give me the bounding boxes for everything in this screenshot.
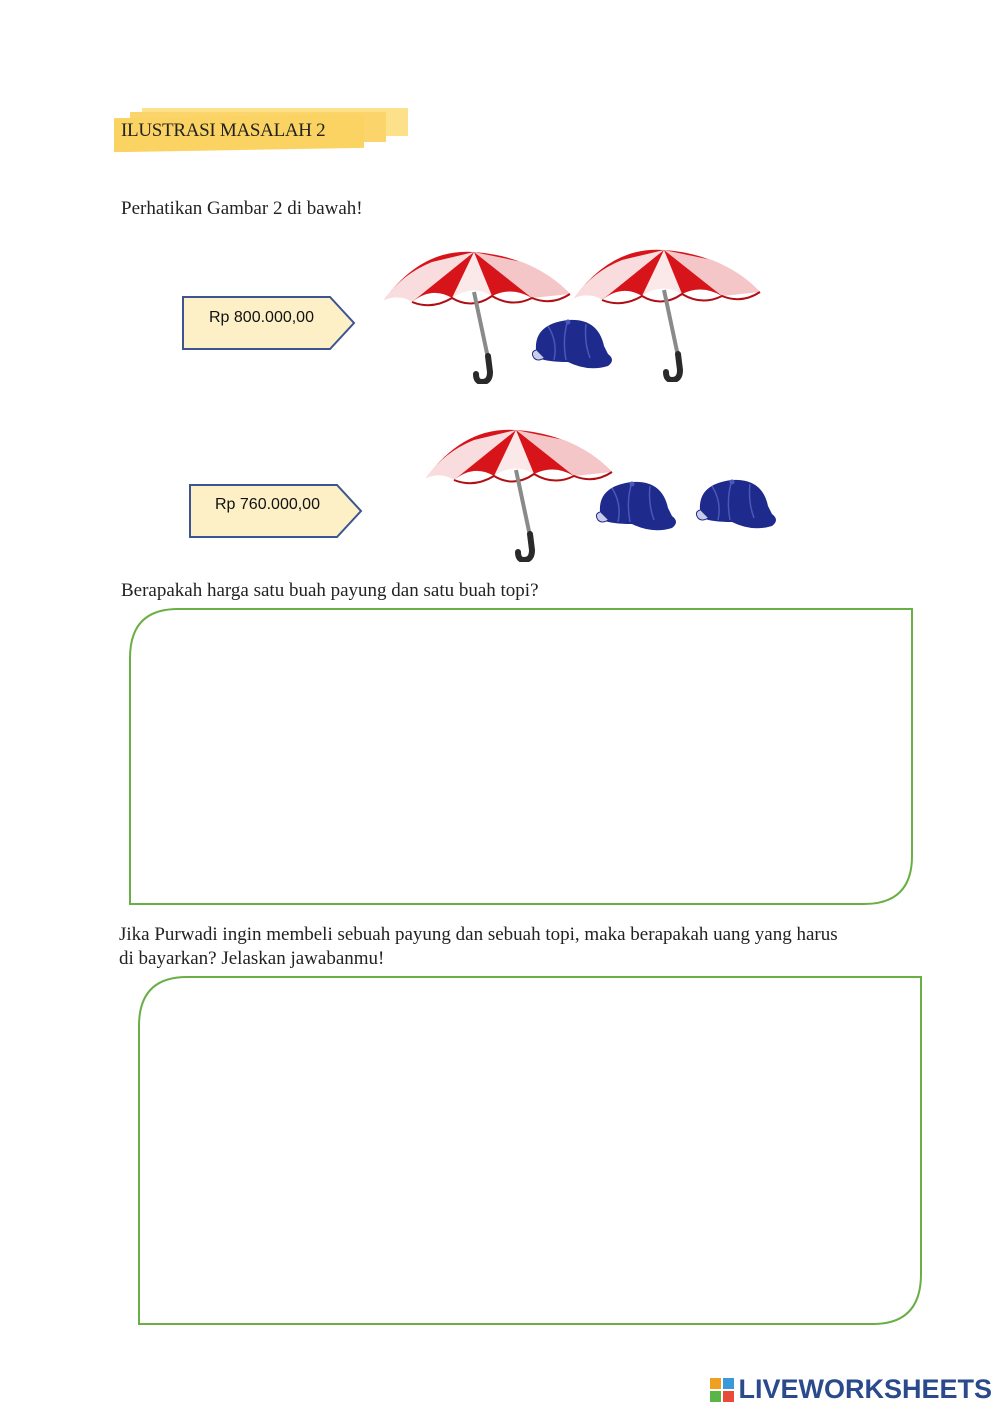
cap-icon xyxy=(692,476,782,538)
umbrella-icon xyxy=(572,246,764,382)
liveworksheets-watermark xyxy=(710,1374,992,1405)
question-2-line-2: di bayarkan? Jelaskan jawabanmu! xyxy=(119,948,385,969)
answer-box-1[interactable] xyxy=(128,608,914,910)
umbrella-icon xyxy=(424,426,616,562)
watermark-text: LIVEWORKSHEETS xyxy=(738,1374,992,1404)
liveworksheets-logo-icon xyxy=(710,1378,734,1402)
question-2-line-1: Jika Purwadi ingin membeli sebuah payung dan sebuah topi, maka berapakah uang yang harus xyxy=(119,924,838,945)
instruction-text: Perhatikan Gambar 2 di bawah! xyxy=(121,198,363,219)
price-label-row2: Rp 760.000,00 xyxy=(215,496,320,513)
question-1: Berapakah harga satu buah payung dan satu buah topi? xyxy=(121,580,539,601)
section-title: ILUSTRASI MASALAH 2 xyxy=(121,120,326,141)
answer-box-2[interactable] xyxy=(137,976,923,1330)
cap-icon xyxy=(592,478,682,540)
price-label-row1: Rp 800.000,00 xyxy=(209,309,314,326)
